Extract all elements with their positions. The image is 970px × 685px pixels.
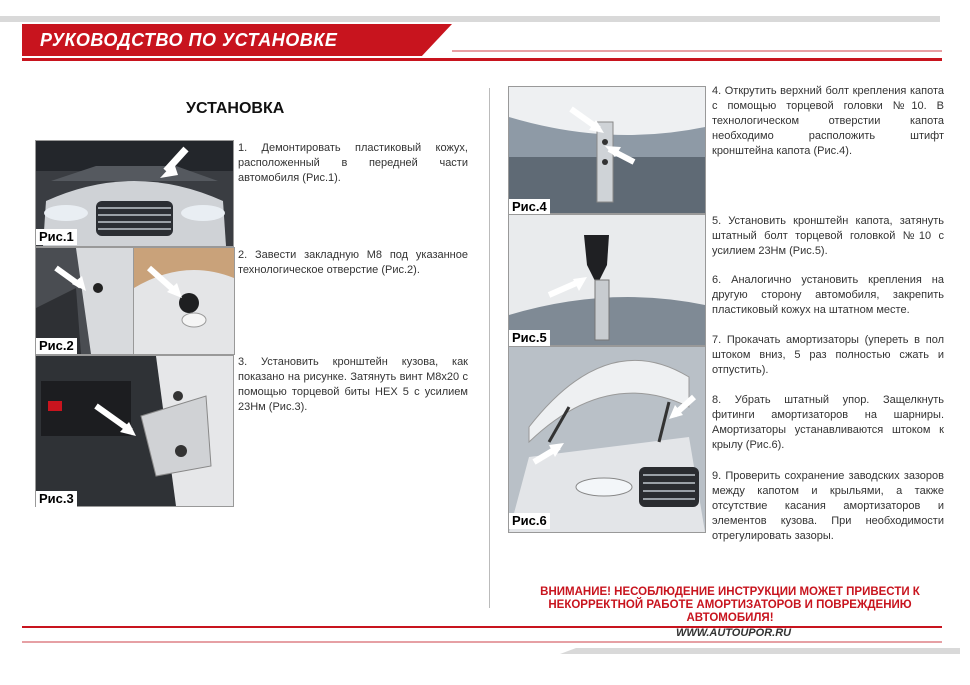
- footer-url-link[interactable]: WWW.AUTOUPOR.RU: [676, 627, 792, 639]
- warning-text: ВНИМАНИЕ! НЕСОБЛЮДЕНИЕ ИНСТРУКЦИИ МОЖЕТ ПРИВЕСТИ К НЕКОРРЕКТНОЙ РАБОТЕ АМОРТИЗАТОРОВ И ПОВРЕЖДЕНИЮ АВТОМОБИЛЯ!: [540, 586, 920, 624]
- header-accent-line: [452, 50, 942, 52]
- step-3-text: 3. Установить кронштейн кузова, как показано на рисунке. Затянуть винт М8х20 с помощью торцевой биты HEX 5 с усилием 23Нм (Рис.3).: [238, 356, 468, 413]
- figure-3-photo: [35, 355, 234, 507]
- page-title: РУКОВОДСТВО ПО УСТАНОВКЕ: [40, 30, 338, 50]
- step-4-text: 4. Открутить верхний болт крепления капота с помощью торцевой головки №10. В технологическом отверстии капота необходимо расположить штифт кронштейна капота (Рис.4).: [712, 85, 944, 157]
- figure-5-photo: [508, 214, 706, 346]
- footer-rule: [22, 626, 942, 628]
- footer-accent-line: [22, 641, 942, 643]
- figure-2-caption: Рис.2: [36, 338, 77, 354]
- footer-stripe: [560, 648, 960, 654]
- figure-6-caption: Рис.6: [509, 513, 550, 529]
- step-6-text: 6. Аналогично установить крепления на другую сторону автомобиля, закрепить пластиковый кожух на штатном месте.: [712, 274, 944, 316]
- header-stripe: [0, 16, 940, 22]
- step-9-text: 9. Проверить сохранение заводских зазоров между капотом и крыльями, а также отсутствие касания амортизаторов и элементов кузова. При необходимости отрегулировать зазоры.: [712, 470, 944, 542]
- column-divider: [489, 88, 490, 608]
- figure-2b-photo: [133, 247, 235, 355]
- figure-3-caption: Рис.3: [36, 491, 77, 507]
- figure-4-caption: Рис.4: [509, 199, 550, 215]
- header-rule: [22, 58, 942, 61]
- step-5-text: 5. Установить кронштейн капота, затянуть штатный болт торцевой головкой №10 с усилием 23Нм (Рис.5).: [712, 215, 944, 257]
- figure-6-photo: [508, 346, 706, 533]
- figure-5-caption: Рис.5: [509, 330, 550, 346]
- step-2-text: 2. Завести закладную М8 под указанное технологическое отверстие (Рис.2).: [238, 249, 468, 276]
- figure-4-photo: [508, 86, 706, 214]
- step-8-text: 8. Убрать штатный упор. Защелкнуть фитинги амортизаторов на шарниры. Амортизаторы устанавливаются штоком к крылу (Рис.6).: [712, 394, 944, 451]
- step-1-text: 1. Демонтировать пластиковый кожух, расположенный в передней части автомобиля (Рис.1).: [238, 142, 468, 184]
- section-title: УСТАНОВКА: [186, 100, 285, 117]
- step-7-text: 7. Прокачать амортизаторы (упереть в пол штоком вниз, 5 раз полностью сжать и отпустить).: [712, 334, 944, 376]
- figure-1-caption: Рис.1: [36, 229, 77, 245]
